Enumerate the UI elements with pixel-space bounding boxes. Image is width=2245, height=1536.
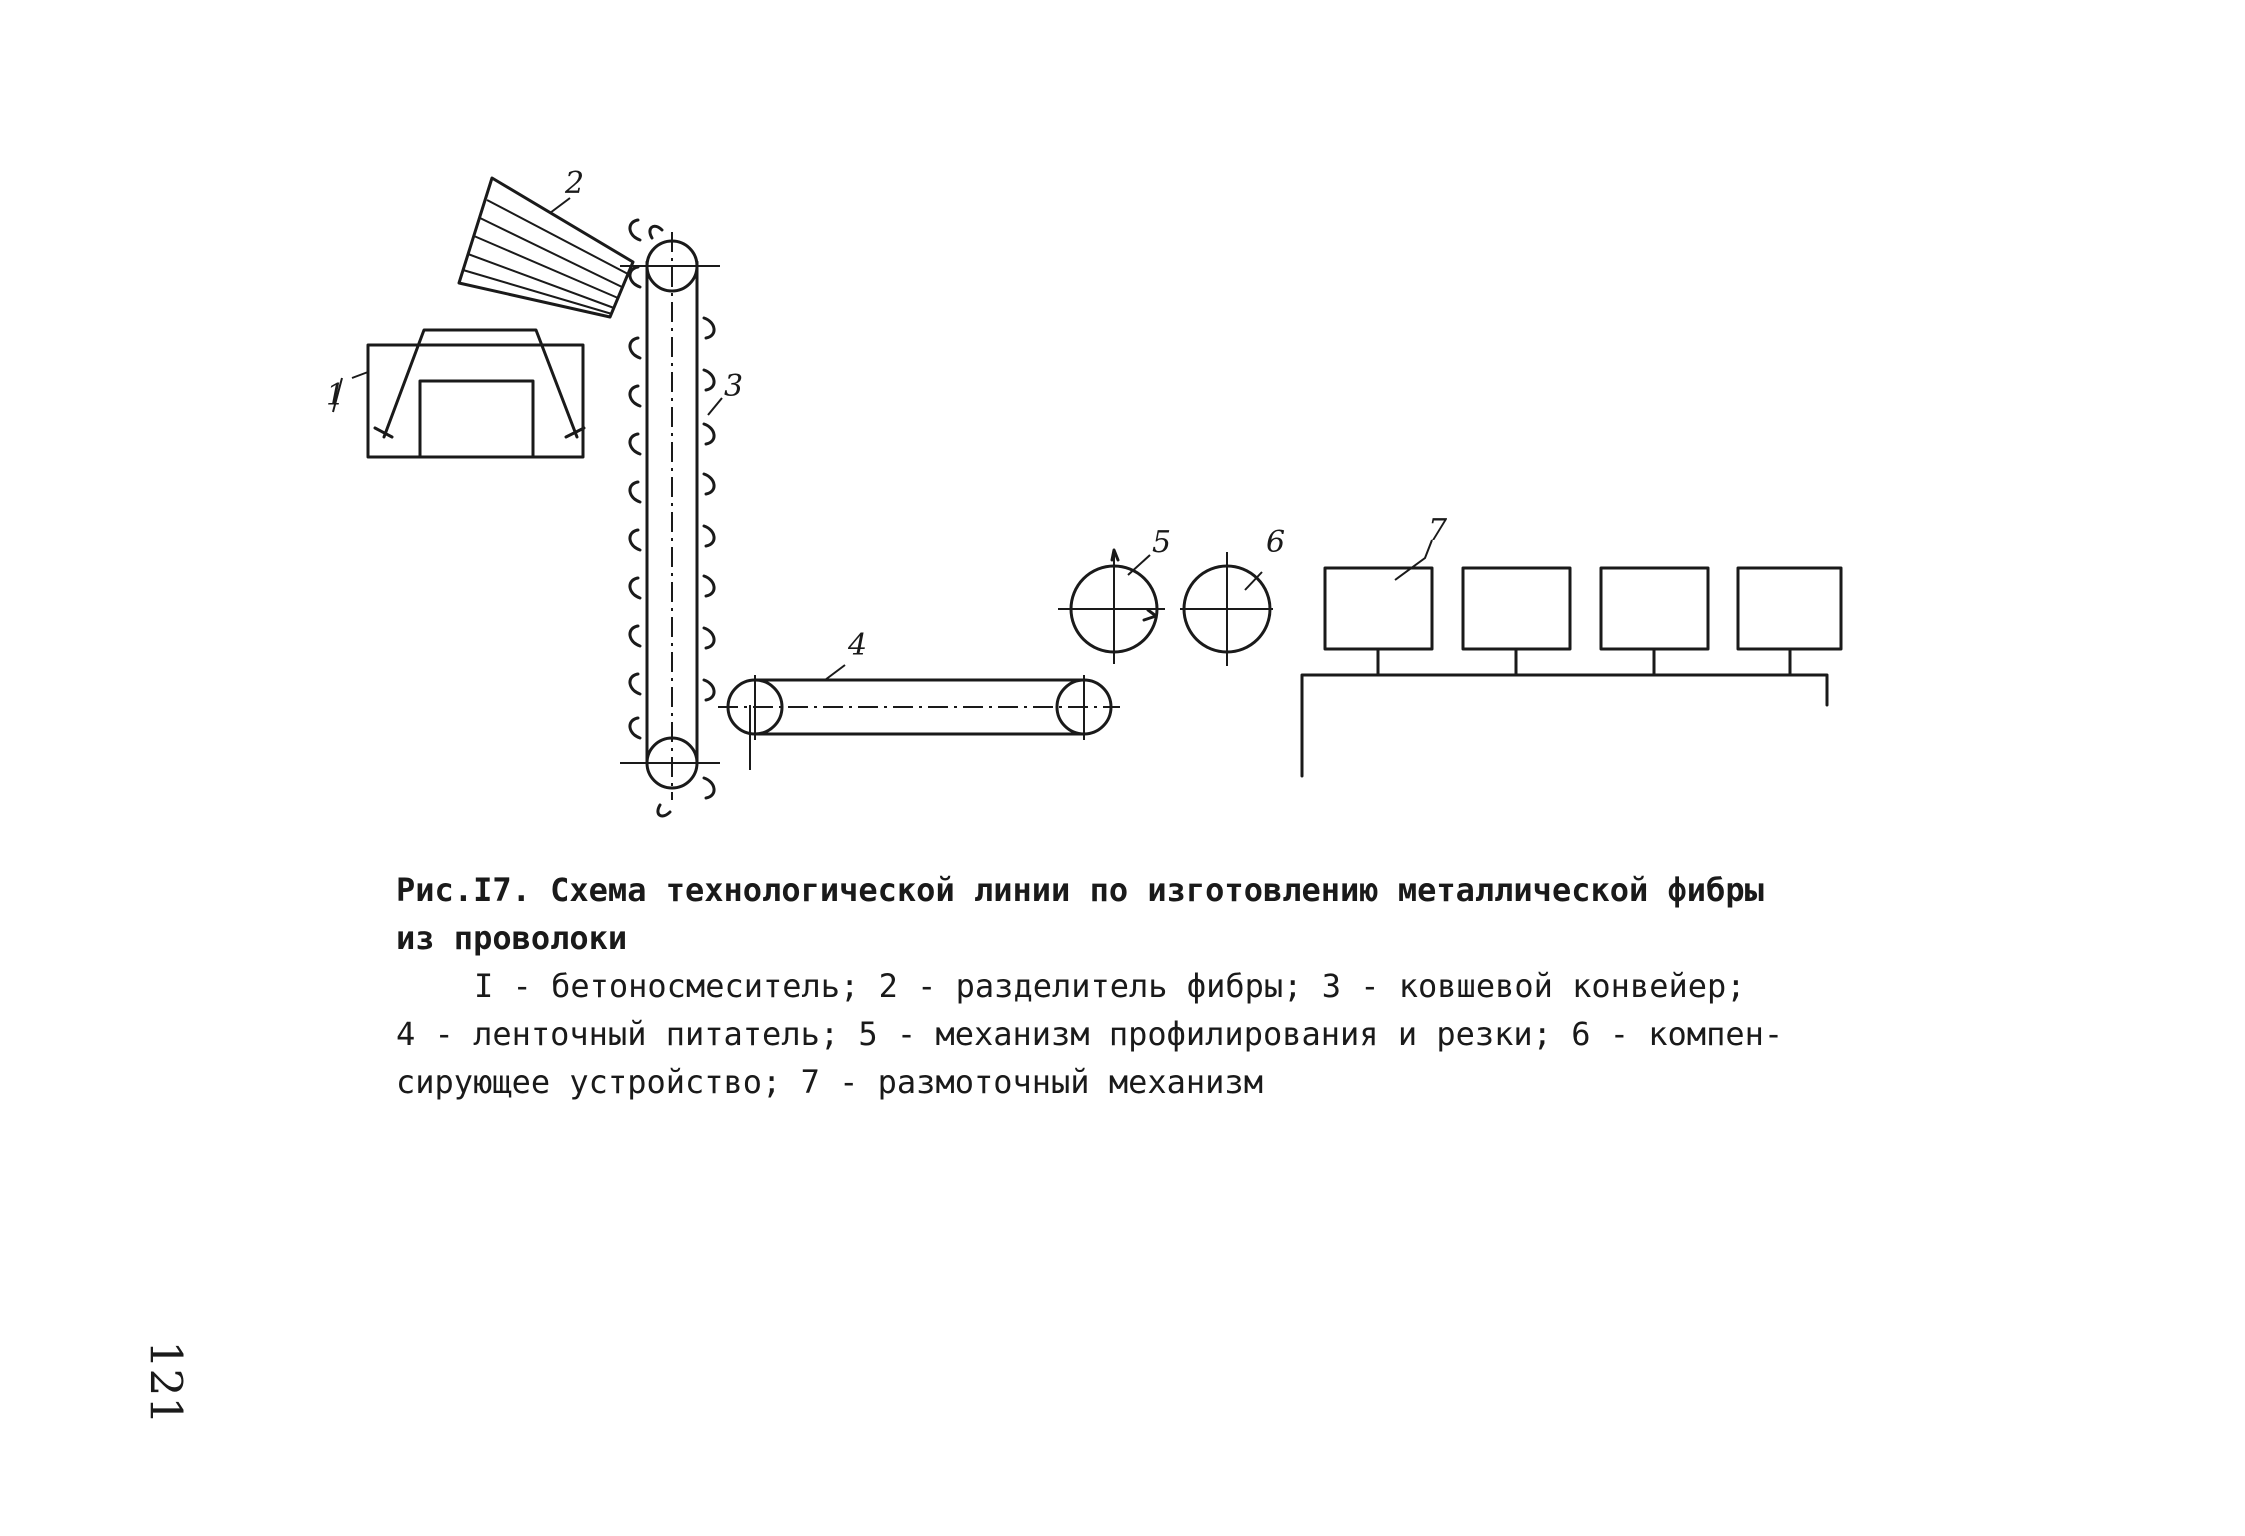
label-unwinding-mechanism: 7 [1428,513,1448,548]
label-bucket-conveyor: 3 [724,369,744,404]
bucket-conveyor [620,220,743,816]
label-separator: 2 [565,166,585,201]
belt-feeder [718,628,1120,770]
profiling-mechanism [1058,525,1171,664]
caption-legend-line: 4 - ленточный питатель; 5 - механизм профилирования и резки; 6 - компен- [396,1015,1784,1053]
compensating-device [1180,525,1285,666]
unwinding-mechanism [1302,513,1841,776]
caption-title-continued: из проволоки [396,919,628,957]
label-mixer: 1 [326,378,346,413]
fiber-separator [459,166,633,317]
label-belt-feeder: 4 [848,628,868,663]
caption-title: Рис.I7. Схема технологической линии по изготовлению металлической фибры [396,871,1764,909]
concrete-mixer [326,330,584,457]
caption-legend-line: I - бетоносмеситель; 2 - разделитель фибры; 3 - ковшевой конвейер; [474,967,1746,1005]
label-profiling-mechanism: 5 [1152,525,1172,560]
figure-caption [396,866,1836,1106]
label-compensating-device: 6 [1266,525,1286,560]
caption-legend-line: сирующее устройство; 7 - размоточный механизм [396,1063,1263,1101]
page-number: 121 [139,1340,191,1425]
